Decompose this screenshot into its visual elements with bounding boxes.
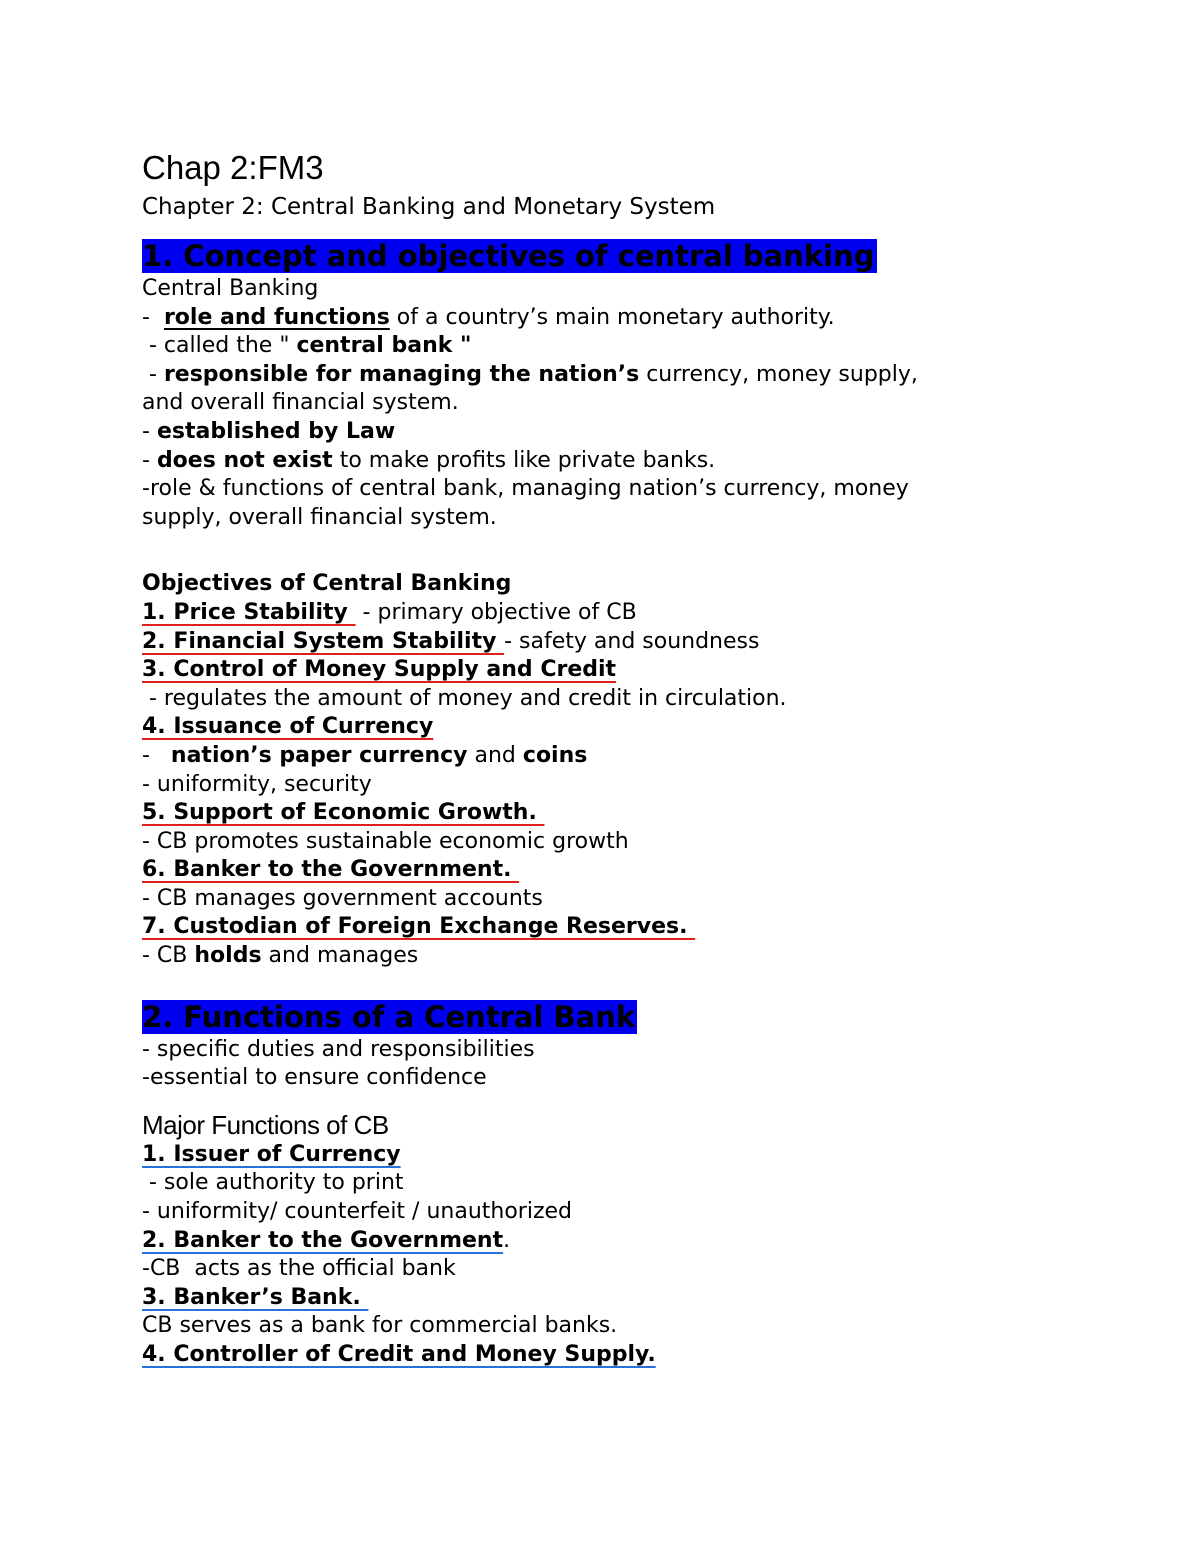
objective-desc: - CB manages government accounts [142,885,543,911]
objective-desc: - CB holds and manages [142,943,419,969]
function-item: 1. Issuer of Currency [142,1141,401,1167]
section1-heading [142,237,1042,275]
function-desc: - uniformity/ counterfeit / unauthorized [142,1199,572,1225]
function-item: 2. Banker to the Government. [142,1227,511,1253]
section2-heading-text: 2. Functions of a Central Bank [142,999,636,1034]
objective-item: 2. Financial System Stability - safety and soundness [142,628,760,654]
text-line: - established by Law [142,418,396,444]
objective-desc: - nation’s paper currency and coins [142,742,588,768]
objective-item: 1. Price Stability - primary objective of CB [142,599,637,625]
function-desc: - sole authority to print [142,1170,404,1196]
text-line: -role & functions of central bank, managing nation’s currency, money [142,476,909,502]
text-line: - responsible for managing the nation’s currency, money supply, [142,361,918,387]
objective-item: 4. Issuance of Currency [142,714,434,740]
doc-title: Chap 2:FM3 [142,149,324,186]
text-line: - called the " central bank " [142,333,472,359]
central-banking-label: Central Banking [142,276,319,301]
function-item: 4. Controller of Credit and Money Supply. [142,1342,656,1367]
objective-item: 7. Custodian of Foreign Exchange Reserves. [142,914,696,940]
text-line: - specific duties and responsibilities [142,1036,535,1062]
text-line: - does not exist to make profits like private banks. [142,447,716,473]
objective-item: 6. Banker to the Government. [142,857,520,883]
function-desc: CB serves as a bank for commercial banks. [142,1313,618,1339]
major-functions-heading: Major Functions of CB [142,1109,389,1140]
text-line: - role and functions of a country’s main monetary authority. [142,304,835,330]
function-item: 3. Banker’s Bank. [142,1284,369,1310]
document-page [142,148,1042,1370]
doc-subtitle: Chapter 2: Central Banking and Monetary System [142,194,716,220]
objective-desc: - regulates the amount of money and credit in circulation. [142,685,787,711]
text-line: and overall financial system. [142,390,459,416]
section2-heading [142,998,1042,1036]
role-and-functions-text: role and functions [163,304,390,330]
section1-heading-text: 1. Concept and objectives of central banking [142,239,875,273]
objective-item: 5. Support of Economic Growth. [142,800,545,826]
objective-desc: - uniformity, security [142,771,372,797]
function-desc: -CB acts as the official bank [142,1256,456,1282]
objective-desc: - CB promotes sustainable economic growth [142,828,629,854]
objectives-heading: Objectives of Central Banking [142,571,512,597]
text-line: supply, overall financial system. [142,504,497,530]
text-line: -essential to ensure confidence [142,1065,487,1091]
objective-item: 3. Control of Money Supply and Credit [142,657,617,683]
